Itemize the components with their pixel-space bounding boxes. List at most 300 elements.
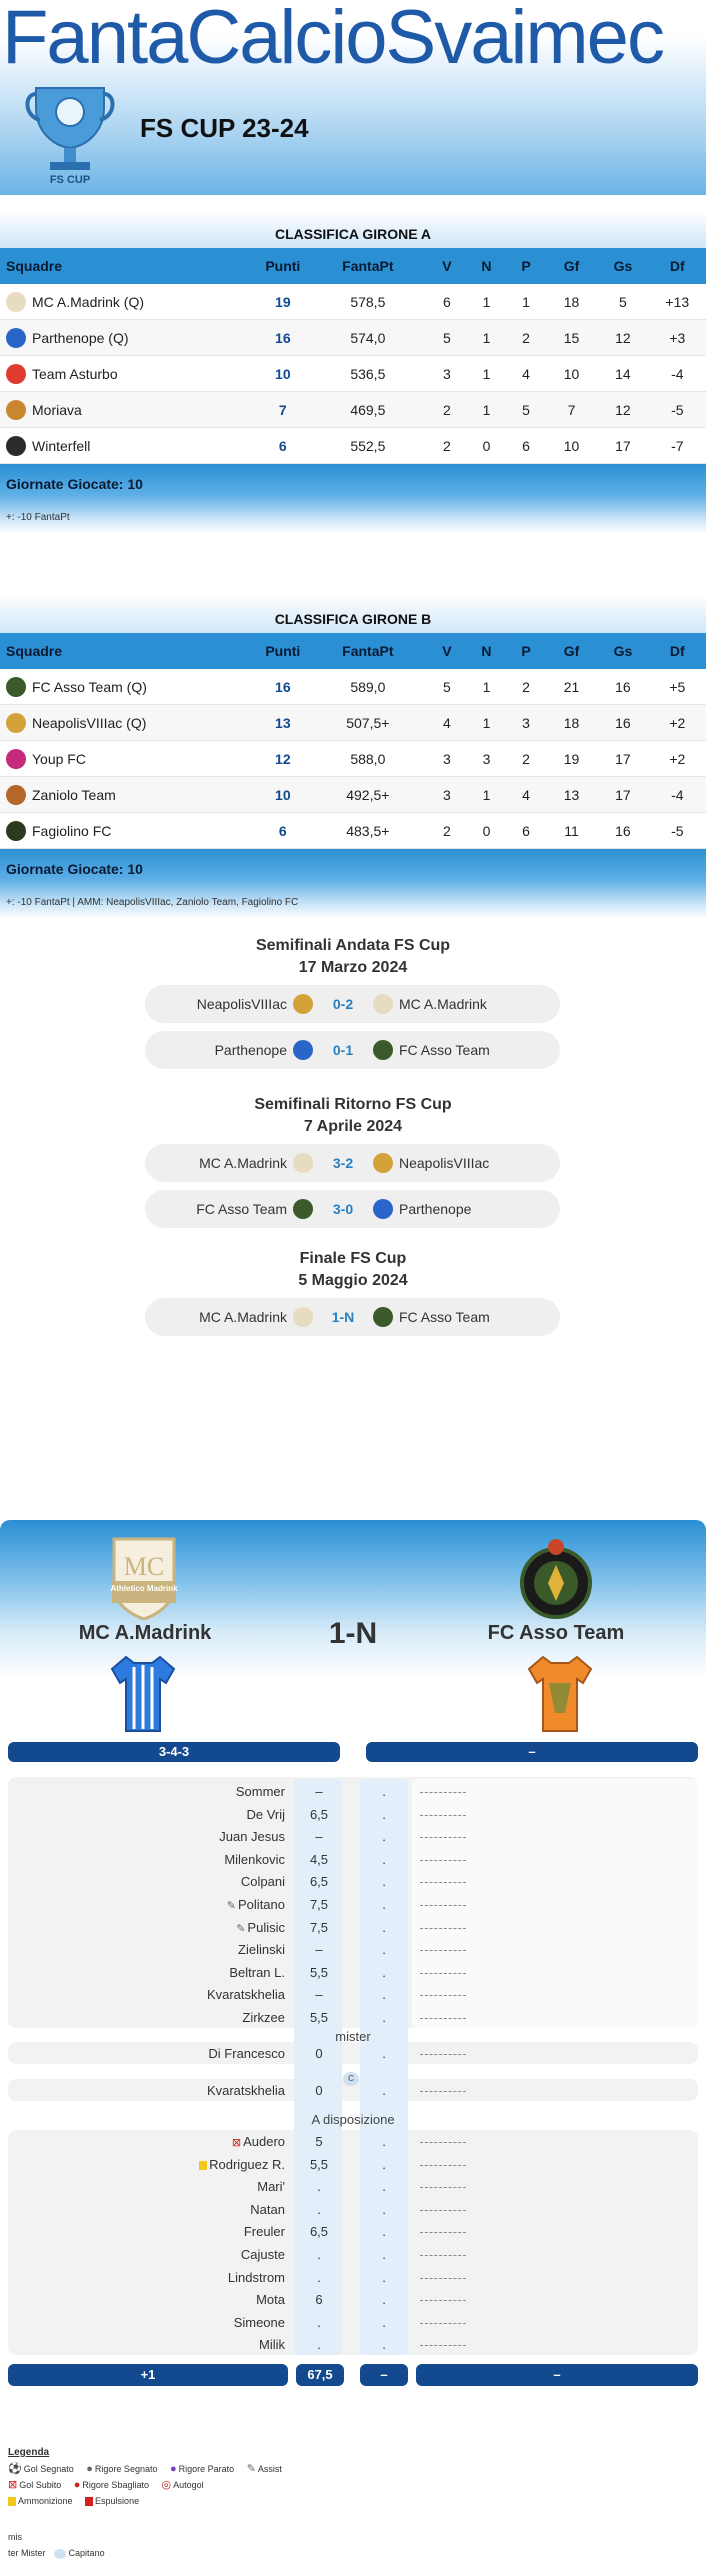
- bench-row: [0, 2131, 706, 2153]
- away-vote: .: [382, 2247, 386, 2262]
- player-vote: 6,5: [309, 2224, 329, 2240]
- points: 6: [278, 822, 287, 839]
- empty-slot: [420, 2210, 466, 2211]
- player-vote: 6: [315, 2292, 323, 2308]
- away-team[interactable]: FC Asso Team: [399, 1309, 490, 1325]
- points: 16: [275, 329, 291, 346]
- own-goal-icon: ◎: [161, 2479, 172, 2491]
- points: 10: [275, 786, 291, 803]
- col-header: FantaPt: [342, 643, 394, 659]
- col-header: Punti: [265, 643, 301, 659]
- player-vote: –: [315, 1829, 323, 1845]
- bench-row: [0, 2312, 706, 2334]
- cup-logo: [22, 80, 118, 186]
- penalty-saved-icon: ●: [169, 2463, 177, 2475]
- empty-slot: [420, 2278, 466, 2279]
- player-name[interactable]: Sommer: [235, 1784, 285, 1799]
- legend-gol-segnato: ⚽ Gol Segnato: [8, 2463, 74, 2475]
- home-team[interactable]: Parthenope: [214, 1042, 287, 1058]
- away-logo-icon: [373, 1040, 393, 1060]
- player-name[interactable]: Rodriguez R.: [209, 2156, 285, 2172]
- home-team[interactable]: FC Asso Team: [196, 1201, 287, 1217]
- player-name-cell: [0, 1804, 285, 1826]
- team-name[interactable]: Moriava: [32, 401, 82, 418]
- home-total: 67,5: [296, 2364, 344, 2386]
- col-header: FantaPt: [342, 258, 394, 274]
- away-vote: .: [382, 2134, 386, 2149]
- team-cell: [0, 436, 257, 456]
- player-name[interactable]: Colpani: [240, 1874, 285, 1890]
- team-logo-icon: [6, 328, 26, 348]
- player-vote: 5,5: [309, 1964, 329, 1980]
- player-vote: 6,5: [309, 1806, 329, 1822]
- bench-row: [0, 2176, 706, 2198]
- wins: 3: [443, 365, 451, 382]
- legend-espulsione: Espulsione: [85, 2496, 139, 2506]
- home-logo-icon: [293, 1040, 313, 1060]
- player-name-cell: [0, 1939, 285, 1961]
- player-row: [0, 1939, 706, 1961]
- empty-slot: [420, 2232, 466, 2233]
- player-name[interactable]: Mota: [256, 2292, 285, 2308]
- home-logo-icon: [293, 1199, 313, 1219]
- wins: 2: [443, 401, 451, 418]
- goals-against: 12: [615, 401, 631, 418]
- goals-for: 18: [563, 293, 580, 310]
- goal-diff: +13: [665, 293, 690, 310]
- col-header: Df: [669, 258, 685, 274]
- team-name[interactable]: Team Asturbo: [32, 365, 118, 382]
- standings-row[interactable]: [0, 813, 706, 849]
- goals-for: 10: [563, 365, 580, 382]
- home-module: 3-4-3: [8, 1742, 340, 1762]
- match-score[interactable]: 0-1: [332, 1042, 354, 1058]
- team-name[interactable]: Winterfell: [32, 437, 91, 454]
- goal-diff: +2: [669, 714, 686, 731]
- wins: 6: [443, 293, 451, 310]
- standings-note: +: -10 FantaPt: [6, 512, 70, 523]
- away-logo-icon: [373, 994, 393, 1014]
- legend-rigore-segnato: ● Rigore Segnato: [86, 2463, 158, 2475]
- legend-mister-label: mis: [8, 2532, 22, 2542]
- bench-row: [0, 2199, 706, 2221]
- empty-slot: [420, 2323, 466, 2324]
- away-vote: .: [382, 2179, 386, 2195]
- player-vote: .: [317, 2201, 321, 2217]
- team-logo-icon: [6, 785, 26, 805]
- match-score[interactable]: 0-2: [332, 996, 354, 1012]
- empty-slot: [420, 1837, 466, 1838]
- away-team[interactable]: NeapolisVIIIac: [399, 1155, 490, 1171]
- legend-gol-subito: ⊠ Gol Subito: [8, 2479, 62, 2491]
- phase-title: [0, 1248, 706, 1292]
- cup-title: FS CUP 23-24: [140, 113, 309, 143]
- empty-slot: [420, 1905, 466, 1906]
- player-name-cell: [0, 2267, 285, 2289]
- away-vote: .: [382, 2010, 386, 2025]
- player-row: [0, 1917, 706, 1939]
- player-name-cell: [0, 1781, 285, 1803]
- bench-label: A disposizione: [311, 2112, 395, 2127]
- losses: 6: [522, 437, 530, 454]
- player-name-cell: [0, 1894, 285, 1917]
- goals-for: 11: [564, 822, 579, 839]
- player-row: [0, 1849, 706, 1871]
- ball-icon: ⚽: [8, 2463, 22, 2475]
- standings-footer: [0, 464, 706, 534]
- away-team[interactable]: MC A.Madrink: [399, 996, 487, 1012]
- away-module: –: [366, 1742, 698, 1762]
- player-row: [0, 1804, 706, 1826]
- losses: 2: [522, 750, 530, 767]
- team-logo-icon: [6, 749, 26, 769]
- phase-title: [0, 935, 706, 979]
- captain-badge-icon: [54, 2549, 66, 2559]
- home-bonus: +1: [8, 2364, 288, 2386]
- player-name[interactable]: Zielinski: [238, 1942, 285, 1958]
- phase-title: [0, 1094, 706, 1138]
- empty-slot: [420, 2187, 466, 2188]
- wins: 3: [443, 750, 451, 767]
- away-vote: .: [382, 2314, 386, 2330]
- goal-diff: +2: [669, 750, 686, 767]
- player-name[interactable]: Simeone: [233, 2314, 285, 2330]
- away-vote: .: [382, 1806, 386, 1822]
- empty-slot: [420, 1792, 466, 1793]
- player-name[interactable]: Beltran L.: [229, 1964, 285, 1980]
- away-team[interactable]: FC Asso Team: [399, 1042, 490, 1058]
- phase-date: 5 Maggio 2024: [298, 1272, 408, 1289]
- away-vote: .: [382, 1919, 386, 1935]
- col-header: V: [442, 643, 452, 659]
- player-name[interactable]: Cajuste: [240, 2247, 285, 2262]
- match-score[interactable]: 3-2: [332, 1155, 354, 1171]
- player-name[interactable]: Pulisic: [247, 1919, 285, 1935]
- mc-madrink-badge: [104, 1535, 184, 1620]
- player-name[interactable]: Audero: [243, 2134, 285, 2149]
- fantapt: 574,0: [350, 329, 386, 346]
- player-vote: .: [317, 2247, 321, 2262]
- legend-captain: Capitano: [68, 2548, 105, 2558]
- player-vote: 4,5: [309, 1851, 329, 1867]
- standings-row[interactable]: [0, 669, 706, 705]
- empty-slot: [420, 2300, 466, 2301]
- goal-diff: -7: [671, 437, 684, 454]
- legend-mister: ter Mister: [8, 2548, 46, 2558]
- standings-row[interactable]: [0, 777, 706, 813]
- player-vote: –: [315, 1784, 323, 1799]
- empty-slot: [420, 2345, 466, 2346]
- draws: 1: [482, 365, 491, 382]
- player-row: [0, 1962, 706, 1984]
- player-row: [0, 1894, 706, 1916]
- goals-against: 12: [615, 329, 631, 346]
- team-name[interactable]: Zaniolo Team: [32, 786, 116, 803]
- legend-rigore-parato: ● Rigore Parato: [169, 2463, 235, 2475]
- player-name-cell: [0, 2176, 285, 2198]
- goals-for: 15: [563, 329, 580, 346]
- home-shirt-icon: [108, 1653, 178, 1733]
- draws: 0: [482, 822, 491, 839]
- col-header: N: [481, 643, 492, 659]
- team-name[interactable]: Youp FC: [32, 750, 86, 767]
- player-row: [0, 1871, 706, 1893]
- cup-label: FS CUP: [49, 174, 91, 186]
- wins: 5: [443, 678, 451, 695]
- team-name[interactable]: FC Asso Team (Q): [32, 678, 147, 695]
- player-vote: .: [317, 2314, 321, 2330]
- player-vote: 0: [315, 2046, 323, 2061]
- player-vote: –: [315, 1987, 323, 2003]
- player-name[interactable]: Di Francesco: [208, 2046, 285, 2061]
- home-team[interactable]: MC A.Madrink: [199, 1309, 287, 1325]
- fantapt: 552,5: [350, 437, 386, 454]
- home-team[interactable]: MC A.Madrink: [199, 1155, 287, 1171]
- team-name[interactable]: NeapolisVIIIac (Q): [32, 714, 147, 731]
- goals-against: 16: [615, 714, 631, 731]
- away-vote: .: [382, 2269, 386, 2285]
- team-cell: [0, 785, 257, 805]
- legend-title: Legenda: [8, 2447, 50, 2458]
- standings-row[interactable]: [0, 392, 706, 428]
- phase-name: Semifinali Andata FS Cup: [255, 937, 451, 954]
- site-header: [0, 0, 706, 195]
- away-team[interactable]: Parthenope: [399, 1201, 472, 1217]
- player-name[interactable]: Milenkovic: [224, 1851, 285, 1867]
- points: 10: [275, 365, 291, 382]
- standings-row[interactable]: [0, 705, 706, 741]
- player-name[interactable]: De Vrij: [246, 1806, 285, 1822]
- losses: 4: [522, 365, 530, 382]
- losses: 3: [522, 714, 530, 731]
- standings-row[interactable]: [0, 428, 706, 464]
- fantapt: 589,0: [350, 678, 386, 695]
- team-name[interactable]: MC A.Madrink (Q): [32, 293, 145, 310]
- player-name[interactable]: Milik: [259, 2337, 285, 2353]
- goals-against: 16: [615, 678, 631, 695]
- player-name[interactable]: Zirkzee: [242, 2010, 285, 2025]
- home-team-name: MC A.Madrink: [78, 1622, 212, 1644]
- losses: 6: [522, 822, 530, 839]
- bench-row: [0, 2244, 706, 2266]
- fantapt: 588,0: [350, 750, 386, 767]
- player-vote: 7,5: [309, 1897, 329, 1912]
- losses: 5: [522, 401, 530, 418]
- standings-body: [0, 284, 706, 464]
- col-header: Squadre: [6, 643, 63, 659]
- player-name-cell: [0, 2244, 285, 2266]
- fc-asso-team-badge: [516, 1535, 596, 1620]
- standings-body: [0, 669, 706, 849]
- goal-diff: -4: [671, 786, 684, 803]
- col-header: P: [521, 258, 531, 274]
- phase-name: Semifinali Ritorno FS Cup: [254, 1096, 452, 1113]
- match-score[interactable]: 3-0: [332, 1201, 354, 1217]
- away-vote: .: [382, 1851, 386, 1867]
- bench-row: [0, 2267, 706, 2289]
- losses: 4: [522, 786, 530, 803]
- away-vote: .: [382, 1942, 386, 1958]
- goals-against: 16: [615, 822, 631, 839]
- penalty-missed-icon: ●: [73, 2479, 81, 2491]
- points: 19: [275, 293, 291, 310]
- away-vote: .: [382, 2337, 386, 2353]
- standings-title: CLASSIFICA GIRONE A: [0, 210, 706, 248]
- draws: 1: [482, 293, 491, 310]
- phase-name: Finale FS Cup: [299, 1250, 407, 1267]
- team-cell: [0, 677, 257, 697]
- phase-date: 7 Aprile 2024: [303, 1118, 403, 1135]
- player-vote: –: [315, 1942, 323, 1958]
- standings-header-row: [0, 248, 706, 284]
- empty-slot: [420, 1815, 466, 1816]
- player-row: [0, 2007, 706, 2029]
- standings-note: +: -10 FantaPt | AMM: NeapolisVIIIac, Zaniolo Team, Fagiolino FC: [6, 897, 299, 908]
- away-vote: .: [382, 1784, 386, 1799]
- match-row[interactable]: [145, 1298, 560, 1336]
- match-row[interactable]: [145, 1190, 560, 1228]
- captain-icon: C: [343, 2072, 359, 2086]
- goals-for: 10: [563, 437, 580, 454]
- draws: 0: [482, 437, 491, 454]
- points: 16: [275, 678, 291, 695]
- team-cell: [0, 713, 257, 733]
- badge-text: MC: [123, 1552, 165, 1581]
- away-vote: .: [382, 1964, 386, 1980]
- away-vote: .: [382, 2156, 386, 2172]
- col-header: Squadre: [6, 258, 63, 274]
- away-vote: .: [382, 2083, 386, 2098]
- points: 7: [278, 401, 287, 418]
- player-name-cell: [0, 2221, 285, 2243]
- goals-against: 14: [615, 365, 631, 382]
- player-name[interactable]: Mari': [257, 2179, 285, 2195]
- col-header: P: [521, 643, 531, 659]
- player-name-cell: [0, 1962, 285, 1984]
- player-name-cell: [0, 2334, 285, 2356]
- col-header: Gf: [563, 643, 580, 659]
- goal-diff: -4: [671, 365, 684, 382]
- standings-row[interactable]: [0, 356, 706, 392]
- player-name-cell: [0, 1917, 285, 1940]
- assist-icon: ✎: [226, 1900, 237, 1912]
- match-row[interactable]: [145, 1144, 560, 1182]
- player-vote: 5,5: [309, 2156, 329, 2172]
- goals-against: 17: [615, 786, 631, 803]
- points: 12: [275, 750, 291, 767]
- team-logo-icon: [6, 713, 26, 733]
- empty-slot: [420, 2255, 466, 2256]
- played-count: Giornate Giocate: 10: [6, 861, 143, 877]
- goals-against: 17: [615, 437, 631, 454]
- draws: 1: [482, 714, 491, 731]
- draws: 1: [482, 678, 491, 695]
- player-name[interactable]: Kvaratskhelia: [206, 1987, 285, 2003]
- site-title[interactable]: FantaCalcioSvaimec: [2, 0, 663, 80]
- player-name-cell: [0, 2289, 285, 2311]
- legend-ammonizione: Ammonizione: [8, 2496, 73, 2506]
- team-name[interactable]: Parthenope (Q): [32, 329, 129, 346]
- player-row: [0, 1826, 706, 1848]
- player-name-cell: [0, 2312, 285, 2334]
- away-logo-icon: [373, 1307, 393, 1327]
- match-row[interactable]: [145, 985, 560, 1023]
- away-logo-icon: [373, 1199, 393, 1219]
- goal-conceded-icon: ⊠: [231, 2137, 242, 2149]
- draws: 1: [482, 329, 491, 346]
- mister-label: mister: [335, 2029, 371, 2044]
- draws: 3: [482, 750, 491, 767]
- standings-row[interactable]: [0, 320, 706, 356]
- player-name-cell: [0, 1826, 285, 1848]
- player-name-cell: [0, 2131, 285, 2154]
- player-name[interactable]: Lindstrom: [227, 2269, 285, 2285]
- goals-for: 13: [563, 786, 580, 803]
- points: 13: [275, 714, 291, 731]
- red-card-icon: [85, 2497, 93, 2506]
- player-name[interactable]: Natan: [250, 2201, 285, 2217]
- bench-row: [0, 2289, 706, 2311]
- player-name-cell: [0, 1849, 285, 1871]
- empty-slot: [420, 2018, 466, 2019]
- home-logo-icon: [293, 1307, 313, 1327]
- match-score[interactable]: 1-N: [331, 1309, 355, 1325]
- player-name-cell: [0, 1871, 285, 1893]
- player-name[interactable]: Kvaratskhelia: [206, 2083, 285, 2098]
- fantapt: 507,5+: [346, 714, 390, 731]
- empty-slot: [420, 2054, 466, 2055]
- goals-against: 17: [615, 750, 631, 767]
- yellow-card-icon: [199, 2161, 207, 2170]
- played-count: Giornate Giocate: 10: [6, 476, 143, 492]
- player-vote: .: [317, 2337, 321, 2353]
- goals-for: 7: [567, 401, 576, 418]
- home-logo-icon: [293, 994, 313, 1014]
- standings-row[interactable]: [0, 284, 706, 320]
- home-team[interactable]: NeapolisVIIIac: [196, 996, 287, 1012]
- standings-row[interactable]: [0, 741, 706, 777]
- away-vote: .: [382, 1897, 386, 1912]
- penalty-scored-icon: ●: [86, 2463, 93, 2475]
- points: 6: [278, 437, 287, 454]
- player-vote: 5: [315, 2134, 323, 2149]
- team-logo-icon: [6, 292, 26, 312]
- draws: 1: [482, 786, 491, 803]
- col-header: N: [481, 258, 492, 274]
- away-total: –: [360, 2364, 408, 2386]
- legend-rigore-sbagliato: ● Rigore Sbagliato: [73, 2479, 149, 2491]
- wins: 3: [443, 786, 451, 803]
- away-vote: .: [382, 2046, 386, 2061]
- team-name[interactable]: Fagiolino FC: [32, 822, 112, 839]
- away-logo-icon: [373, 1153, 393, 1173]
- standings-group-a: [0, 210, 706, 534]
- player-name[interactable]: Freuler: [243, 2224, 285, 2240]
- empty-slot: [420, 1950, 466, 1951]
- badge-subtext: Athletico Madrink: [110, 1584, 178, 1593]
- match-row[interactable]: [145, 1031, 560, 1069]
- fantapt: 483,5+: [346, 822, 390, 839]
- player-vote: 5,5: [309, 2010, 329, 2025]
- player-name[interactable]: Politano: [238, 1897, 285, 1912]
- col-header: Gs: [613, 643, 633, 659]
- player-name-cell: [0, 2080, 285, 2102]
- fantapt: 536,5: [350, 365, 386, 382]
- team-cell: [0, 400, 257, 420]
- goal-diff: +3: [669, 329, 686, 346]
- player-name[interactable]: Juan Jesus: [219, 1829, 285, 1845]
- player-row: [0, 1781, 706, 1803]
